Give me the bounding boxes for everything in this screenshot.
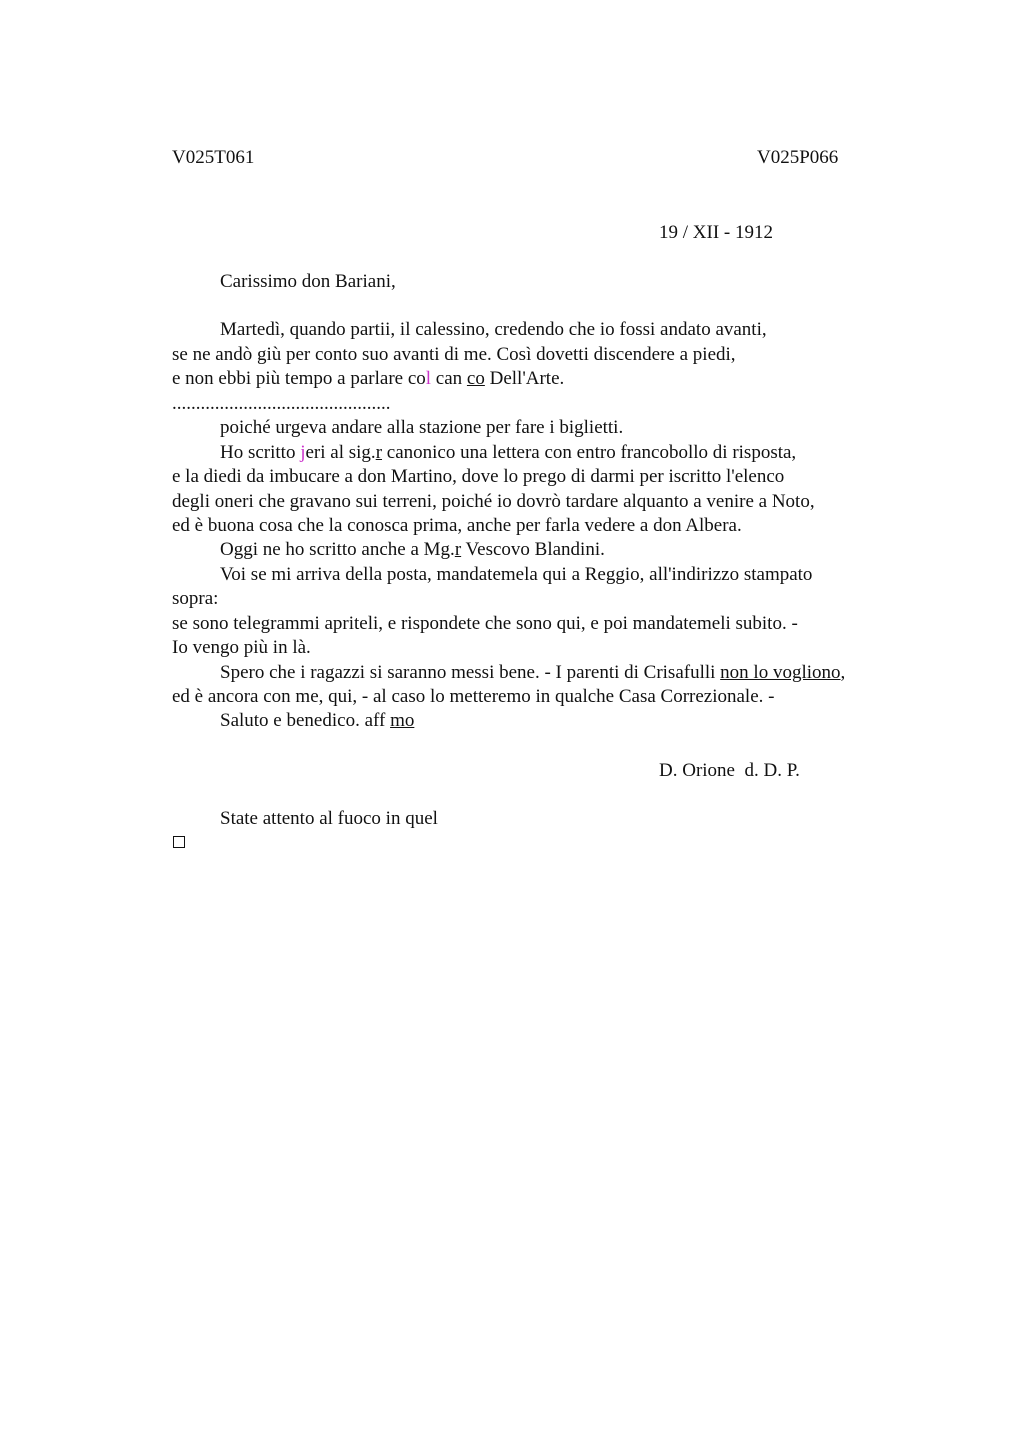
underlined-phrase: non lo vogliono (720, 662, 841, 683)
postscript: State attento al fuoco in quel (220, 808, 438, 829)
paragraph-1-line-3 (172, 367, 564, 391)
correction-mark: j (300, 442, 306, 463)
text-run: Vescovo Blandini. (461, 539, 605, 560)
text-run: Dell'Arte. (484, 368, 565, 389)
paragraph-3-line-3: degli oneri che gravano sui terreni, poiché io dovrò tardare alquanto a venire a Noto, (172, 491, 815, 512)
paragraph-3-line-4: ed è buona cosa che la conosca prima, anche per farla vedere a don Albera. (172, 515, 742, 536)
text-run: Oggi ne ho scritto anche a Mg. (220, 539, 455, 560)
underlined-abbreviation: co (466, 368, 485, 389)
letter-date: 19 / XII - 1912 (659, 222, 773, 243)
checkbox-icon (173, 836, 185, 848)
paragraph-1-line-2: se ne andò giù per conto suo avanti di me. Così dovetti discendere a piedi, (172, 344, 736, 365)
paragraph-3-line-1 (220, 441, 796, 465)
correction-mark: l (425, 368, 432, 389)
text-run: Ho scritto (220, 442, 301, 463)
paragraph-4-line-1 (220, 538, 605, 562)
paragraph-5-line-3: se sono telegrammi apriteli, e rispondete che sono qui, e poi mandatemeli subito. - (172, 613, 798, 634)
document-code-left: V025T061 (172, 147, 255, 168)
paragraph-6-line-2: ed è ancora con me, qui, - al caso lo metteremo in qualche Casa Correzionale. - (172, 686, 775, 707)
paragraph-3-line-2: e la diedi da imbucare a don Martino, dove lo prego di darmi per iscritto l'elenco (172, 466, 785, 487)
closing-line (220, 709, 414, 733)
text-run: Spero che i ragazzi si saranno messi bene. - I parenti di Crisafulli (220, 662, 721, 683)
text-run: eri al sig. (305, 442, 376, 463)
text-run: canonico una lettera con entro francobollo di risposta, (382, 442, 797, 463)
text-run: can (431, 368, 467, 389)
text-run: , (840, 662, 846, 683)
paragraph-6-line-1 (220, 661, 845, 685)
text-run: Saluto e benedico. aff (220, 710, 391, 731)
salutation: Carissimo don Bariani, (220, 271, 396, 292)
paragraph-5-line-1: Voi se mi arriva della posta, mandatemela qui a Reggio, all'indirizzo stampato (220, 564, 813, 585)
document-code-right: V025P066 (757, 147, 839, 168)
signature: D. Orione d. D. P. (659, 760, 800, 781)
underlined-abbreviation: r (375, 442, 383, 463)
ellipsis-dots: .............................................. (172, 393, 391, 414)
paragraph-1-line-1: Martedì, quando partii, il calessino, credendo che io fossi andato avanti, (220, 319, 767, 340)
text-run: e non ebbi più tempo a parlare co (172, 368, 426, 389)
paragraph-5-line-2: sopra: (172, 588, 219, 609)
paragraph-5-line-4: Io vengo più in là. (172, 637, 311, 658)
paragraph-2-line-1: poiché urgeva andare alla stazione per fare i biglietti. (220, 417, 624, 438)
underlined-abbreviation: r (454, 539, 462, 560)
underlined-abbreviation: mo (390, 710, 415, 731)
